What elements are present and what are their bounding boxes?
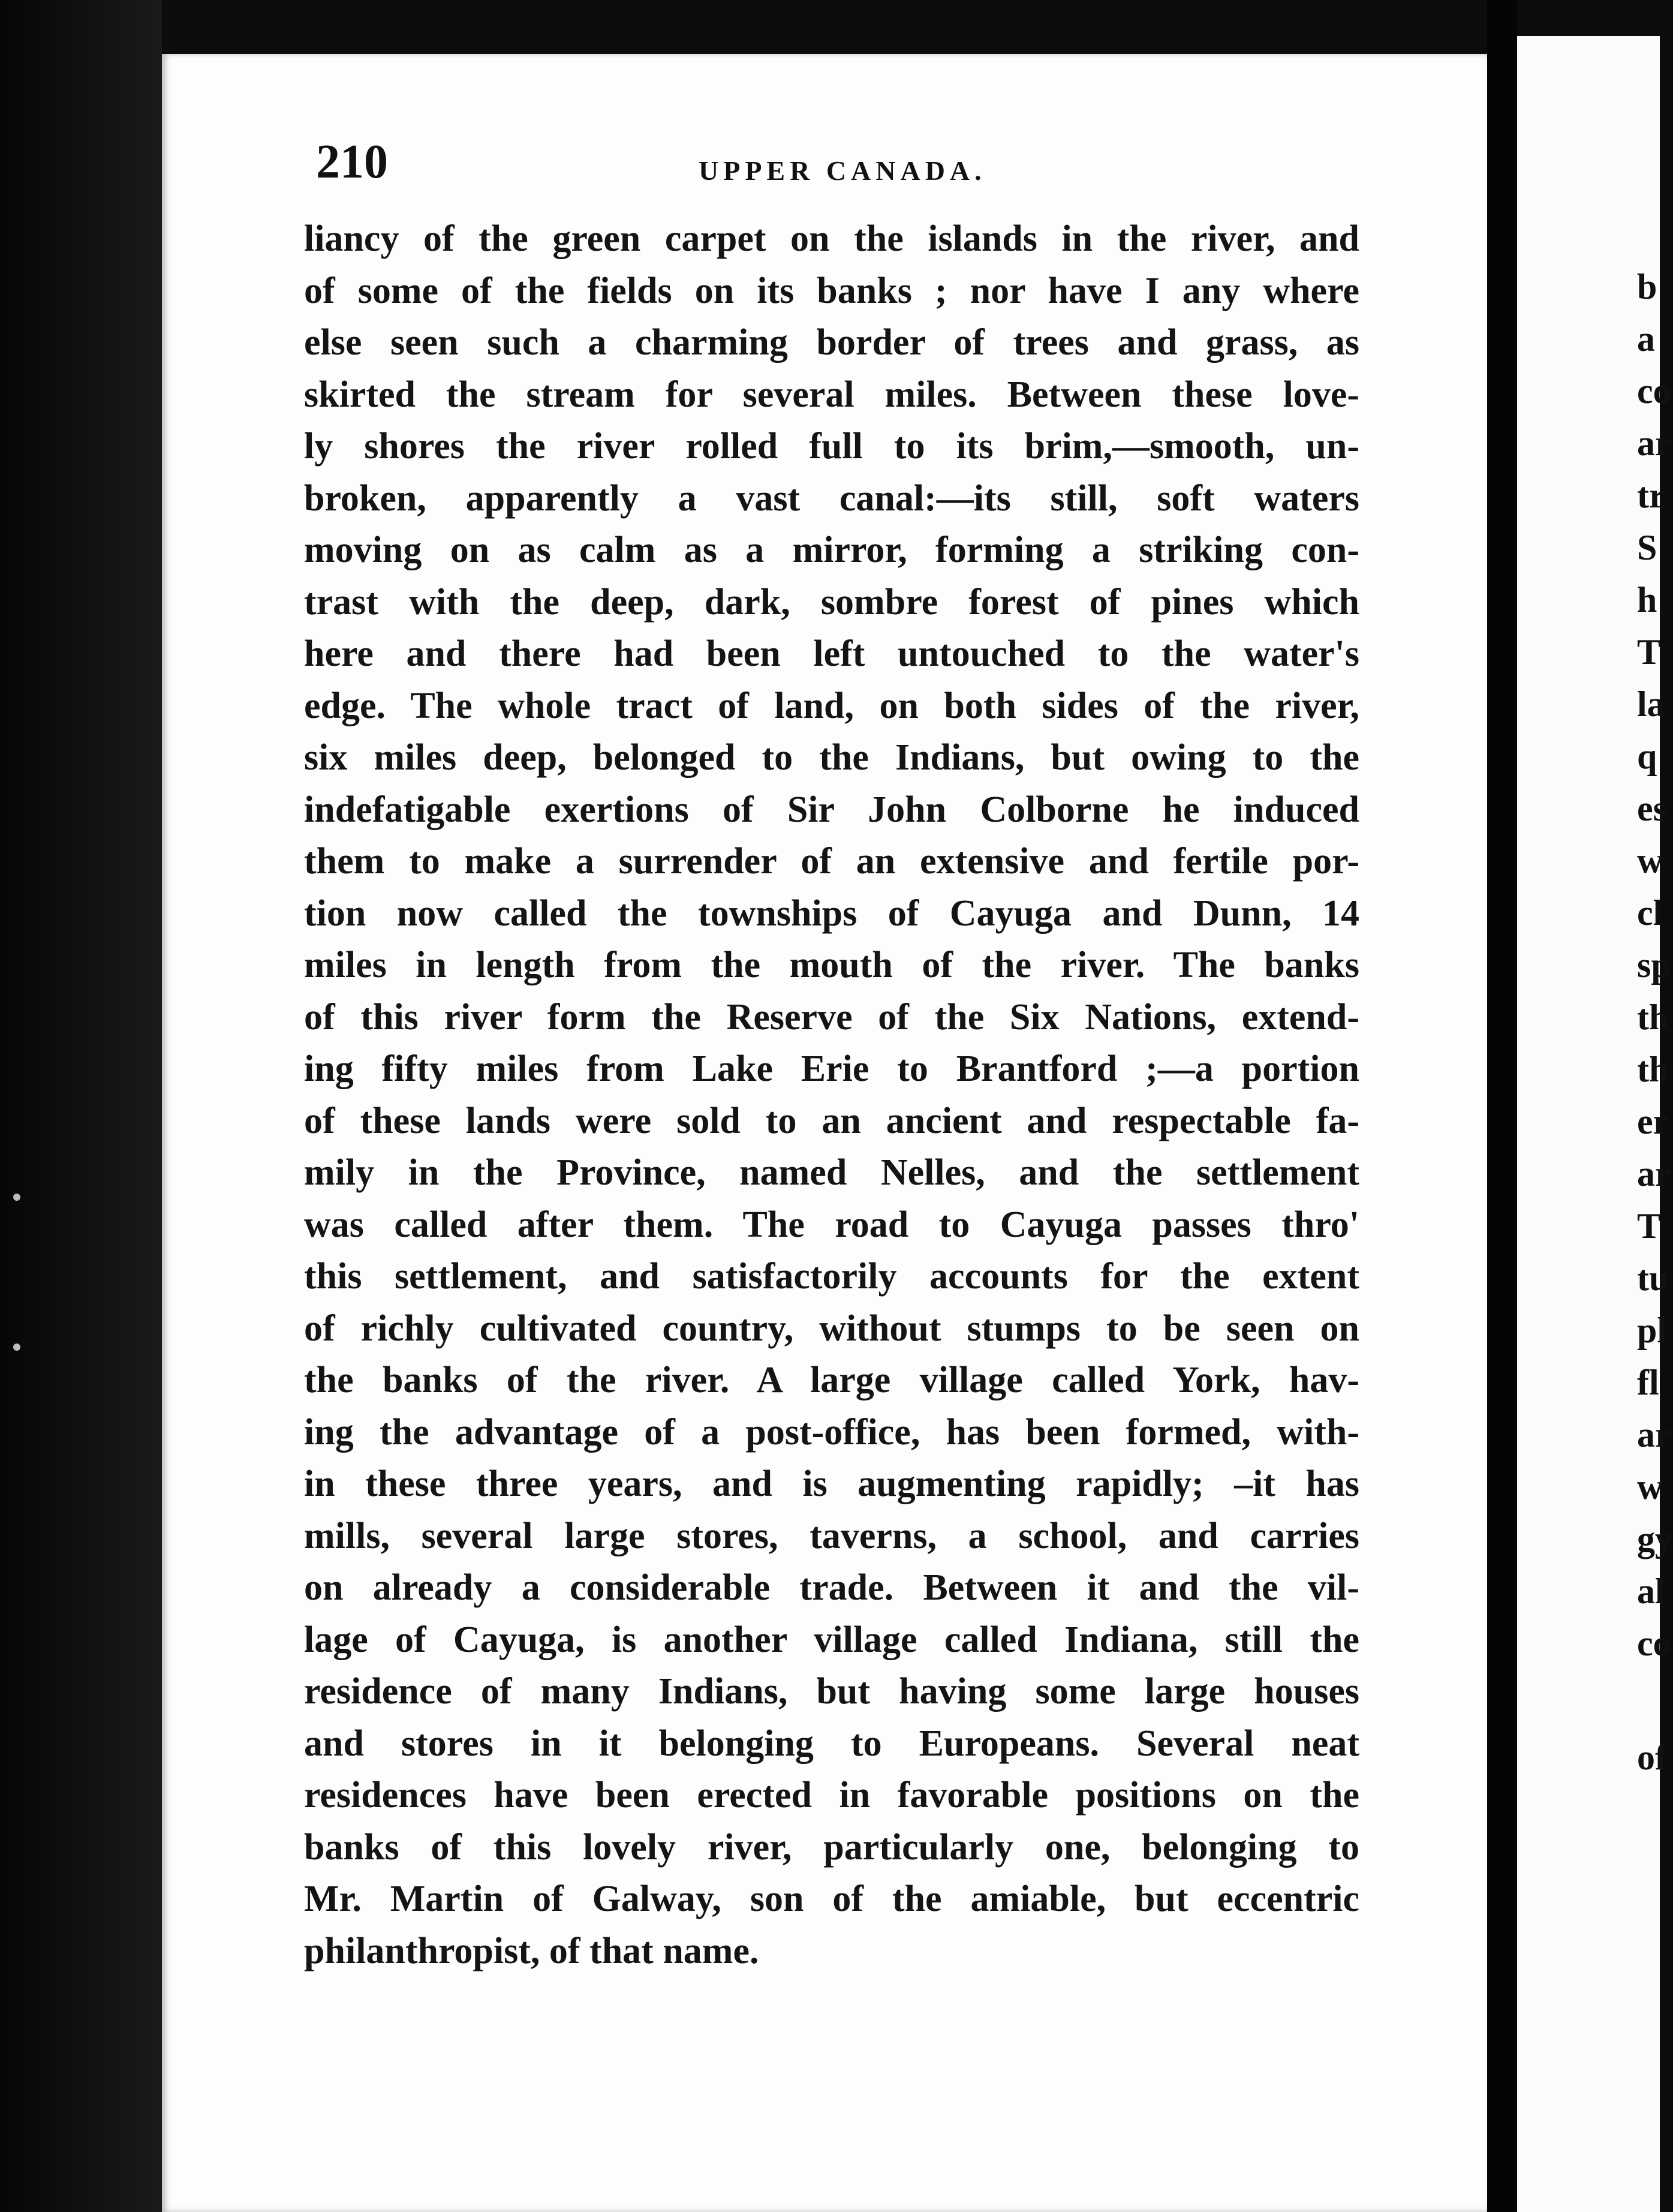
text-line: Mr. Martin of Galway, son of the amiable, but eccentric xyxy=(304,1879,1359,1919)
facing-page-fragment: ar xyxy=(1637,1415,1671,1454)
text-line: residence of many Indians, but having some large houses xyxy=(304,1671,1359,1712)
facing-page-fragment: co xyxy=(1637,371,1671,411)
facing-page-fragment: es xyxy=(1637,789,1667,828)
text-line: edge. The whole tract of land, on both sides of the river, xyxy=(304,685,1359,726)
text-line: ing fifty miles from Lake Erie to Brantford ;—a portion xyxy=(304,1048,1359,1089)
facing-page-fragment: b xyxy=(1637,267,1657,306)
facing-page-fragment: sp xyxy=(1637,945,1671,985)
facing-page-fragment: fl xyxy=(1637,1363,1659,1402)
text-line: of these lands were sold to an ancient and respectable fa- xyxy=(304,1100,1359,1141)
spine-mark xyxy=(13,1344,20,1351)
text-line: of some of the fields on its banks ; nor have I any where xyxy=(304,270,1359,311)
text-line: was called after them. The road to Cayuga passes thro' xyxy=(304,1204,1359,1245)
text-line: on already a considerable trade. Between it and the vil- xyxy=(304,1567,1359,1608)
text-line: trast with the deep, dark, sombre forest of pines which xyxy=(304,581,1359,623)
facing-page-edge xyxy=(1517,36,1673,2212)
page-number: 210 xyxy=(316,136,388,188)
facing-page-fragment: ar xyxy=(1637,423,1671,463)
text-line: the banks of the river. A large village called York, hav- xyxy=(304,1360,1359,1400)
text-line: ing the advantage of a post-office, has been formed, with- xyxy=(304,1411,1359,1453)
text-line: residences have been erected in favorable positions on the xyxy=(304,1775,1359,1816)
text-line: indefatigable exertions of Sir John Colborne he induced xyxy=(304,789,1359,830)
facing-page-fragment: co xyxy=(1637,1624,1671,1663)
text-line: this settlement, and satisfactorily accounts for the extent xyxy=(304,1256,1359,1297)
text-line: mills, several large stores, taverns, a school, and carries xyxy=(304,1515,1359,1556)
facing-page-fragment: S xyxy=(1637,528,1657,567)
facing-page-fragment: cl xyxy=(1637,893,1663,933)
text-line: tion now called the townships of Cayuga and Dunn, 14 xyxy=(304,892,1359,934)
facing-page-fragment: w xyxy=(1637,841,1663,880)
running-head: UPPER CANADA. xyxy=(699,155,986,186)
text-line: in these three years, and is augmenting rapidly; –it has xyxy=(304,1463,1359,1504)
facing-page-fragment: h xyxy=(1637,580,1657,620)
facing-page-fragment: ar xyxy=(1637,1154,1671,1194)
text-line: mily in the Province, named Nelles, and the settlement xyxy=(304,1152,1359,1193)
text-line: philanthropist, of that name. xyxy=(304,1930,759,1971)
text-line: lage of Cayuga, is another village called Indiana, still the xyxy=(304,1619,1359,1660)
facing-page-fragment: al xyxy=(1637,1571,1665,1611)
facing-page-fragment: pl xyxy=(1637,1311,1668,1350)
facing-page-fragment: er xyxy=(1637,1102,1669,1141)
page-gutter xyxy=(1487,0,1517,2212)
text-line: else seen such a charming border of trees and grass, as xyxy=(304,322,1359,363)
text-line: skirted the stream for several miles. Between these love- xyxy=(304,374,1359,415)
facing-page-fragment: of xyxy=(1637,1738,1667,1777)
facing-page-fragment: la xyxy=(1637,684,1665,724)
text-line: banks of this lovely river, particularly one, belonging to xyxy=(304,1826,1359,1868)
body-text xyxy=(304,213,1359,1977)
text-line: them to make a surrender of an extensive and fertile por- xyxy=(304,841,1359,882)
text-line: broken, apparently a vast canal:—its still, soft waters xyxy=(304,477,1359,519)
spine-mark xyxy=(13,1194,20,1201)
facing-page-fragment: T xyxy=(1637,1206,1662,1246)
facing-page-fragment: th xyxy=(1637,997,1669,1037)
text-line: here and there had been left untouched to the water's xyxy=(304,633,1359,674)
facing-page-fragment: tr xyxy=(1637,476,1665,515)
facing-page-fragment: w xyxy=(1637,1467,1663,1507)
facing-page-fragment: tu xyxy=(1637,1258,1669,1298)
text-line: liancy of the green carpet on the islands in the river, and xyxy=(304,218,1359,259)
text-line: of this river form the Reserve of the Six Nations, extend- xyxy=(304,996,1359,1038)
text-line: miles in length from the mouth of the river. The banks xyxy=(304,945,1359,985)
text-line: ly shores the river rolled full to its brim,—smooth, un- xyxy=(304,426,1359,467)
text-line: moving on as calm as a mirror, forming a striking con- xyxy=(304,530,1359,570)
text-line: six miles deep, belonged to the Indians, but owing to the xyxy=(304,737,1359,778)
facing-page-fragment: T xyxy=(1637,632,1662,672)
text-line: and stores in it belonging to Europeans. Several neat xyxy=(304,1723,1359,1764)
text-line: of richly cultivated country, without stumps to be seen on xyxy=(304,1308,1359,1349)
facing-page-fragment: a xyxy=(1637,319,1655,359)
facing-page-fragment: q xyxy=(1637,737,1657,776)
facing-page-fragment: gy xyxy=(1637,1519,1673,1559)
book-spine-edge xyxy=(0,0,162,2212)
facing-page-fragment: th xyxy=(1637,1050,1669,1089)
